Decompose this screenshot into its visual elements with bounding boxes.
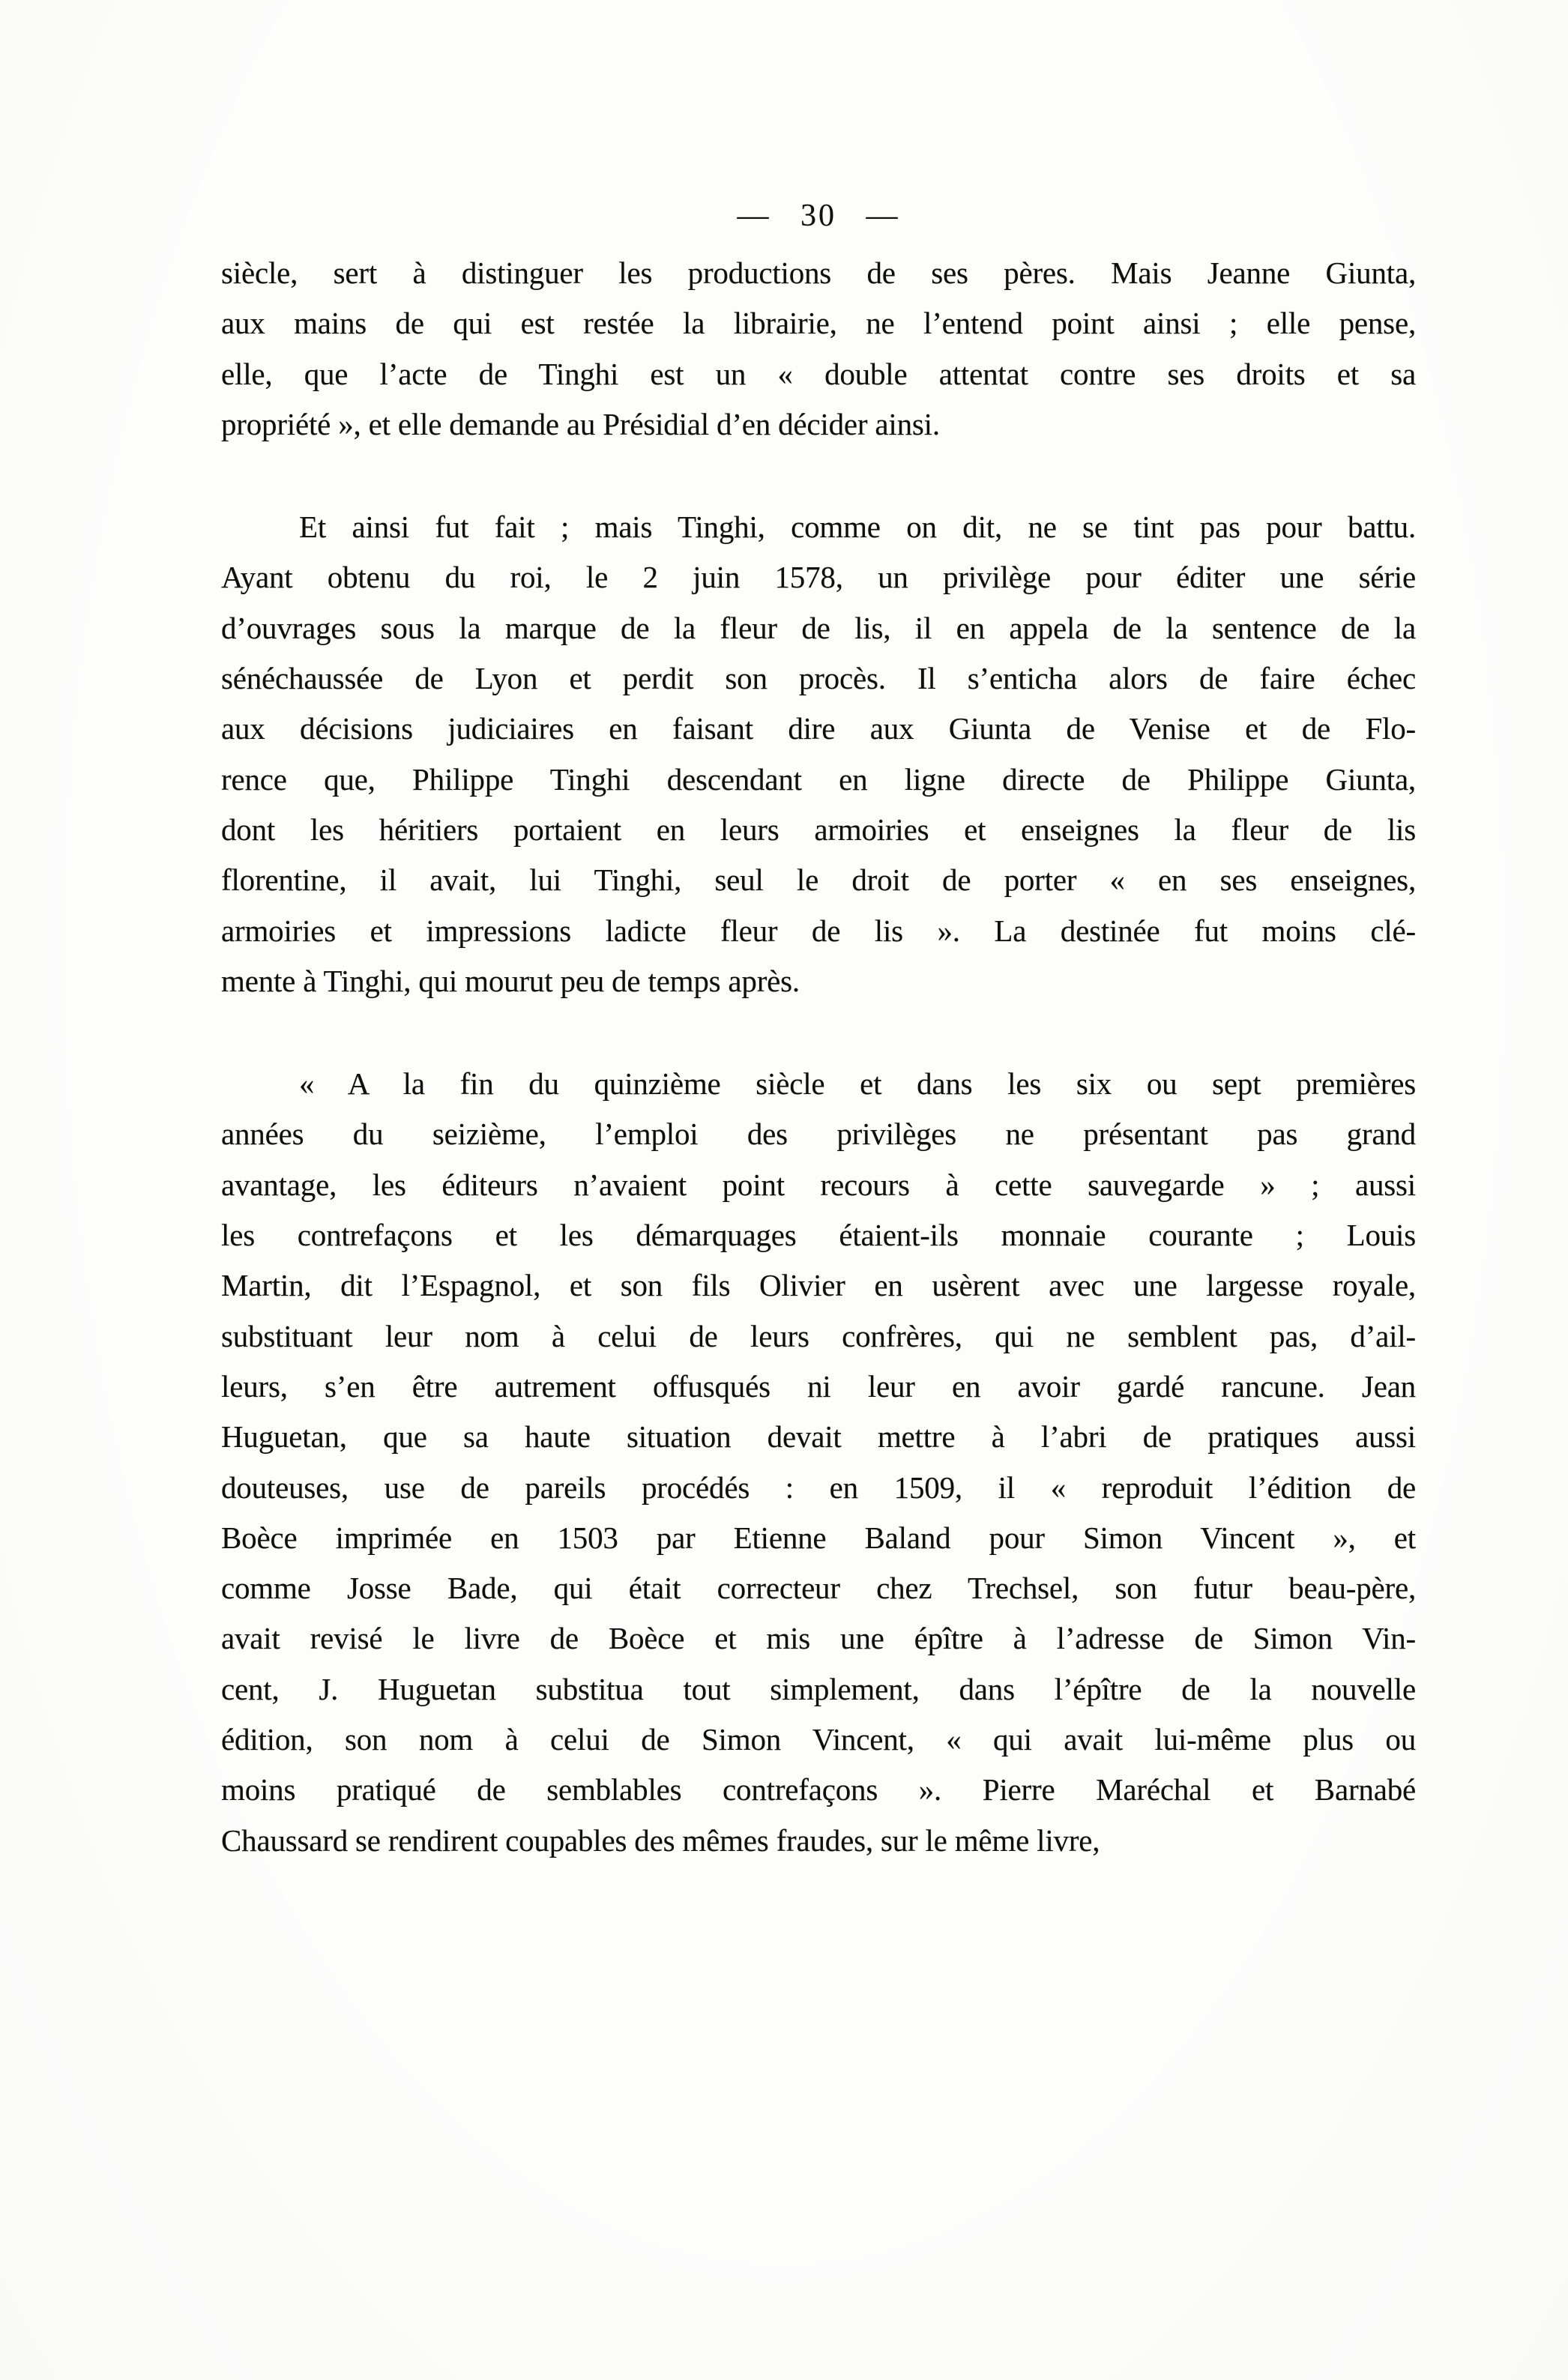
text-block <box>221 248 1416 1866</box>
text-line: rence que, Philippe Tinghi descendant en ligne directe de Philippe Giunta, <box>221 761 1416 797</box>
text-line: Et ainsi fut fait ; mais Tinghi, comme on dit, ne se tint pas pour battu. <box>299 510 1416 545</box>
paragraph <box>221 248 1416 450</box>
text-line: avantage, les éditeurs n’avaient point recours à cette sauvegarde » ; aussi <box>221 1167 1416 1202</box>
text-line: propriété », et elle demande au Présidial d’en décider ainsi. <box>221 406 940 441</box>
text-line: leurs, s’en être autrement offusqués ni leur en avoir gardé rancune. Jean <box>221 1368 1416 1404</box>
text-line: sénéchaussée de Lyon et perdit son procès. Il s’enticha alors de faire échec <box>221 661 1416 696</box>
text-line: elle, que l’acte de Tinghi est un « double attentat contre ses droits et sa <box>221 356 1416 391</box>
text-line: Martin, dit l’Espagnol, et son fils Olivier en usèrent avec une largesse royale, <box>221 1268 1416 1303</box>
text-line: les contrefaçons et les démarquages étaient-ils monnaie courante ; Louis <box>221 1218 1416 1253</box>
text-line: édition, son nom à celui de Simon Vincent, « qui avait lui-même plus ou <box>221 1722 1416 1757</box>
text-line: florentine, il avait, lui Tinghi, seul le droit de porter « en ses enseignes, <box>221 863 1416 898</box>
paragraph <box>221 502 1416 1006</box>
paragraph <box>221 1059 1416 1866</box>
text-line: avait revisé le livre de Boèce et mis une épître à l’adresse de Simon Vin- <box>221 1621 1416 1656</box>
text-line: Ayant obtenu du roi, le 2 juin 1578, un privilège pour éditer une série <box>221 560 1416 595</box>
text-line: aux mains de qui est restée la librairie, ne l’entend point ainsi ; elle pense, <box>221 306 1416 341</box>
text-line: siècle, sert à distinguer les productions de ses pères. Mais Jeanne Giunta, <box>221 256 1416 290</box>
text-line: d’ouvrages sous la marque de la fleur de lis, il en appela de la sentence de la <box>221 610 1416 645</box>
text-line: dont les héritiers portaient en leurs armoiries et enseignes la fleur de lis <box>221 812 1416 847</box>
text-line: moins pratiqué de semblables contrefaçons ». Pierre Maréchal et Barnabé <box>221 1772 1416 1807</box>
text-line: aux décisions judiciaires en faisant dire aux Giunta de Venise et de Flo- <box>221 711 1416 746</box>
text-line: Boèce imprimée en 1503 par Etienne Baland pour Simon Vincent », et <box>221 1520 1416 1555</box>
text-line: Chaussard se rendirent coupables des mêmes fraudes, sur le même livre, <box>221 1822 1100 1858</box>
text-line: comme Josse Bade, qui était correcteur chez Trechsel, son futur beau-père, <box>221 1571 1416 1606</box>
text-line: douteuses, use de pareils procédés : en 1509, il « reproduit l’édition de <box>221 1470 1416 1505</box>
text-line: mente à Tinghi, qui mourut peu de temps après. <box>221 963 800 998</box>
text-line: Huguetan, que sa haute situation devait mettre à l’abri de pratiques aussi <box>221 1419 1416 1455</box>
text-line: substituant leur nom à celui de leurs confrères, qui ne semblent pas, d’ail- <box>221 1318 1416 1353</box>
text-line: « A la fin du quinzième siècle et dans les six ou sept premières <box>299 1066 1416 1102</box>
text-line: armoiries et impressions ladicte fleur de lis ». La destinée fut moins clé- <box>221 913 1416 948</box>
page-number: — 30 — <box>737 199 900 233</box>
text-line: cent, J. Huguetan substitua tout simplement, dans l’épître de la nouvelle <box>221 1671 1416 1706</box>
text-line: années du seizième, l’emploi des privilèges ne présentant pas grand <box>221 1117 1416 1152</box>
